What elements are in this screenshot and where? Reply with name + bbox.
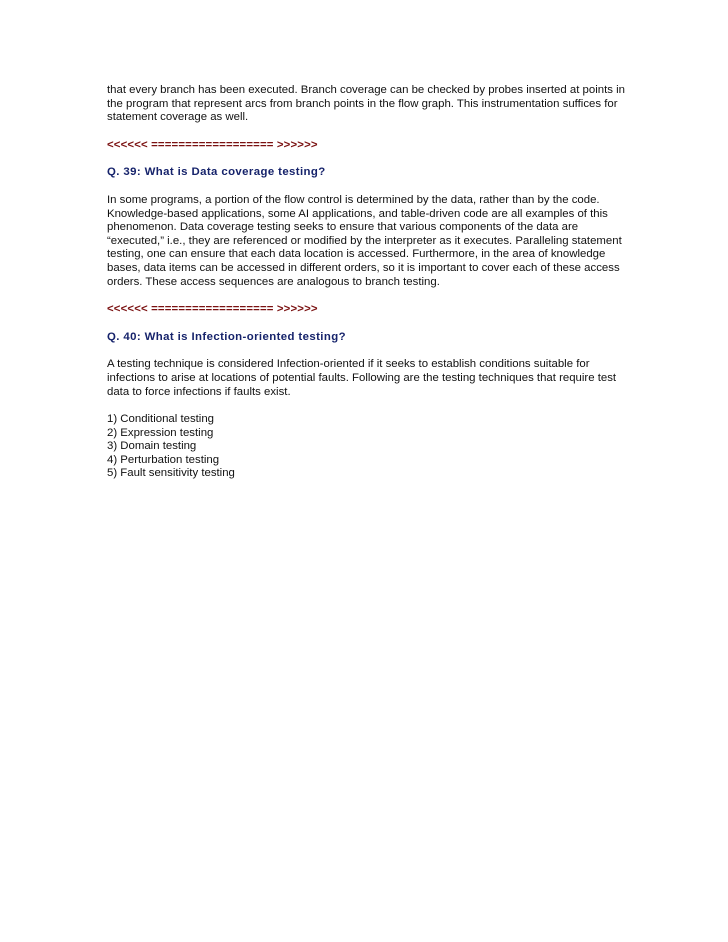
intro-paragraph: that every branch has been executed. Branch coverage can be checked by probes inserted at points in the program that represent arcs from branch points in the flow graph. This instrumentation suffices for statement coverage as well.: [107, 84, 625, 124]
list-item: 3) Domain testing: [107, 440, 197, 453]
list-item: 2) Expression testing: [107, 426, 214, 439]
question-39-title: Q. 39: What is Data coverage testing?: [107, 166, 326, 179]
spacer: [107, 317, 627, 331]
section-divider: <<<<<< ================== >>>>>>: [107, 138, 318, 151]
list-item: 4) Perturbation testing: [107, 453, 220, 466]
technique-list: [107, 413, 627, 481]
spacer: [107, 125, 627, 139]
spacer: [107, 180, 627, 194]
question-39-answer: In some programs, a portion of the flow control is determined by the data, rather than by the code. Knowledge-based applications, some AI applications, and table-driven code are all examples of this phenomenon. Data coverage testing seeks to ensure that various components of the data are “executed,” i.e., they are referenced or modified by the interpreter as it executes. Paralleling statement testing, one can ensure that each data location is accessed. Furthermore, in the area of knowledge bases, data items can be accessed in different orders, so it is important to cover each of these access orders. These access sequences are analogous to branch testing.: [107, 193, 622, 288]
question-40-answer: A testing technique is considered Infection-oriented if it seeks to establish conditions suitable for infections to arise at locations of potential faults. Following are the testing techniques that require test data to force infections if faults exist.: [107, 358, 617, 398]
spacer: [107, 152, 627, 166]
list-item: 1) Conditional testing: [107, 413, 215, 426]
spacer: [107, 344, 627, 358]
section-divider: <<<<<< ================== >>>>>>: [107, 303, 318, 316]
document-page: [107, 84, 627, 481]
question-40-title: Q. 40: What is Infection-oriented testing?: [107, 330, 346, 343]
list-item: 5) Fault sensitivity testing: [107, 467, 235, 480]
spacer: [107, 289, 627, 303]
spacer: [107, 399, 627, 413]
